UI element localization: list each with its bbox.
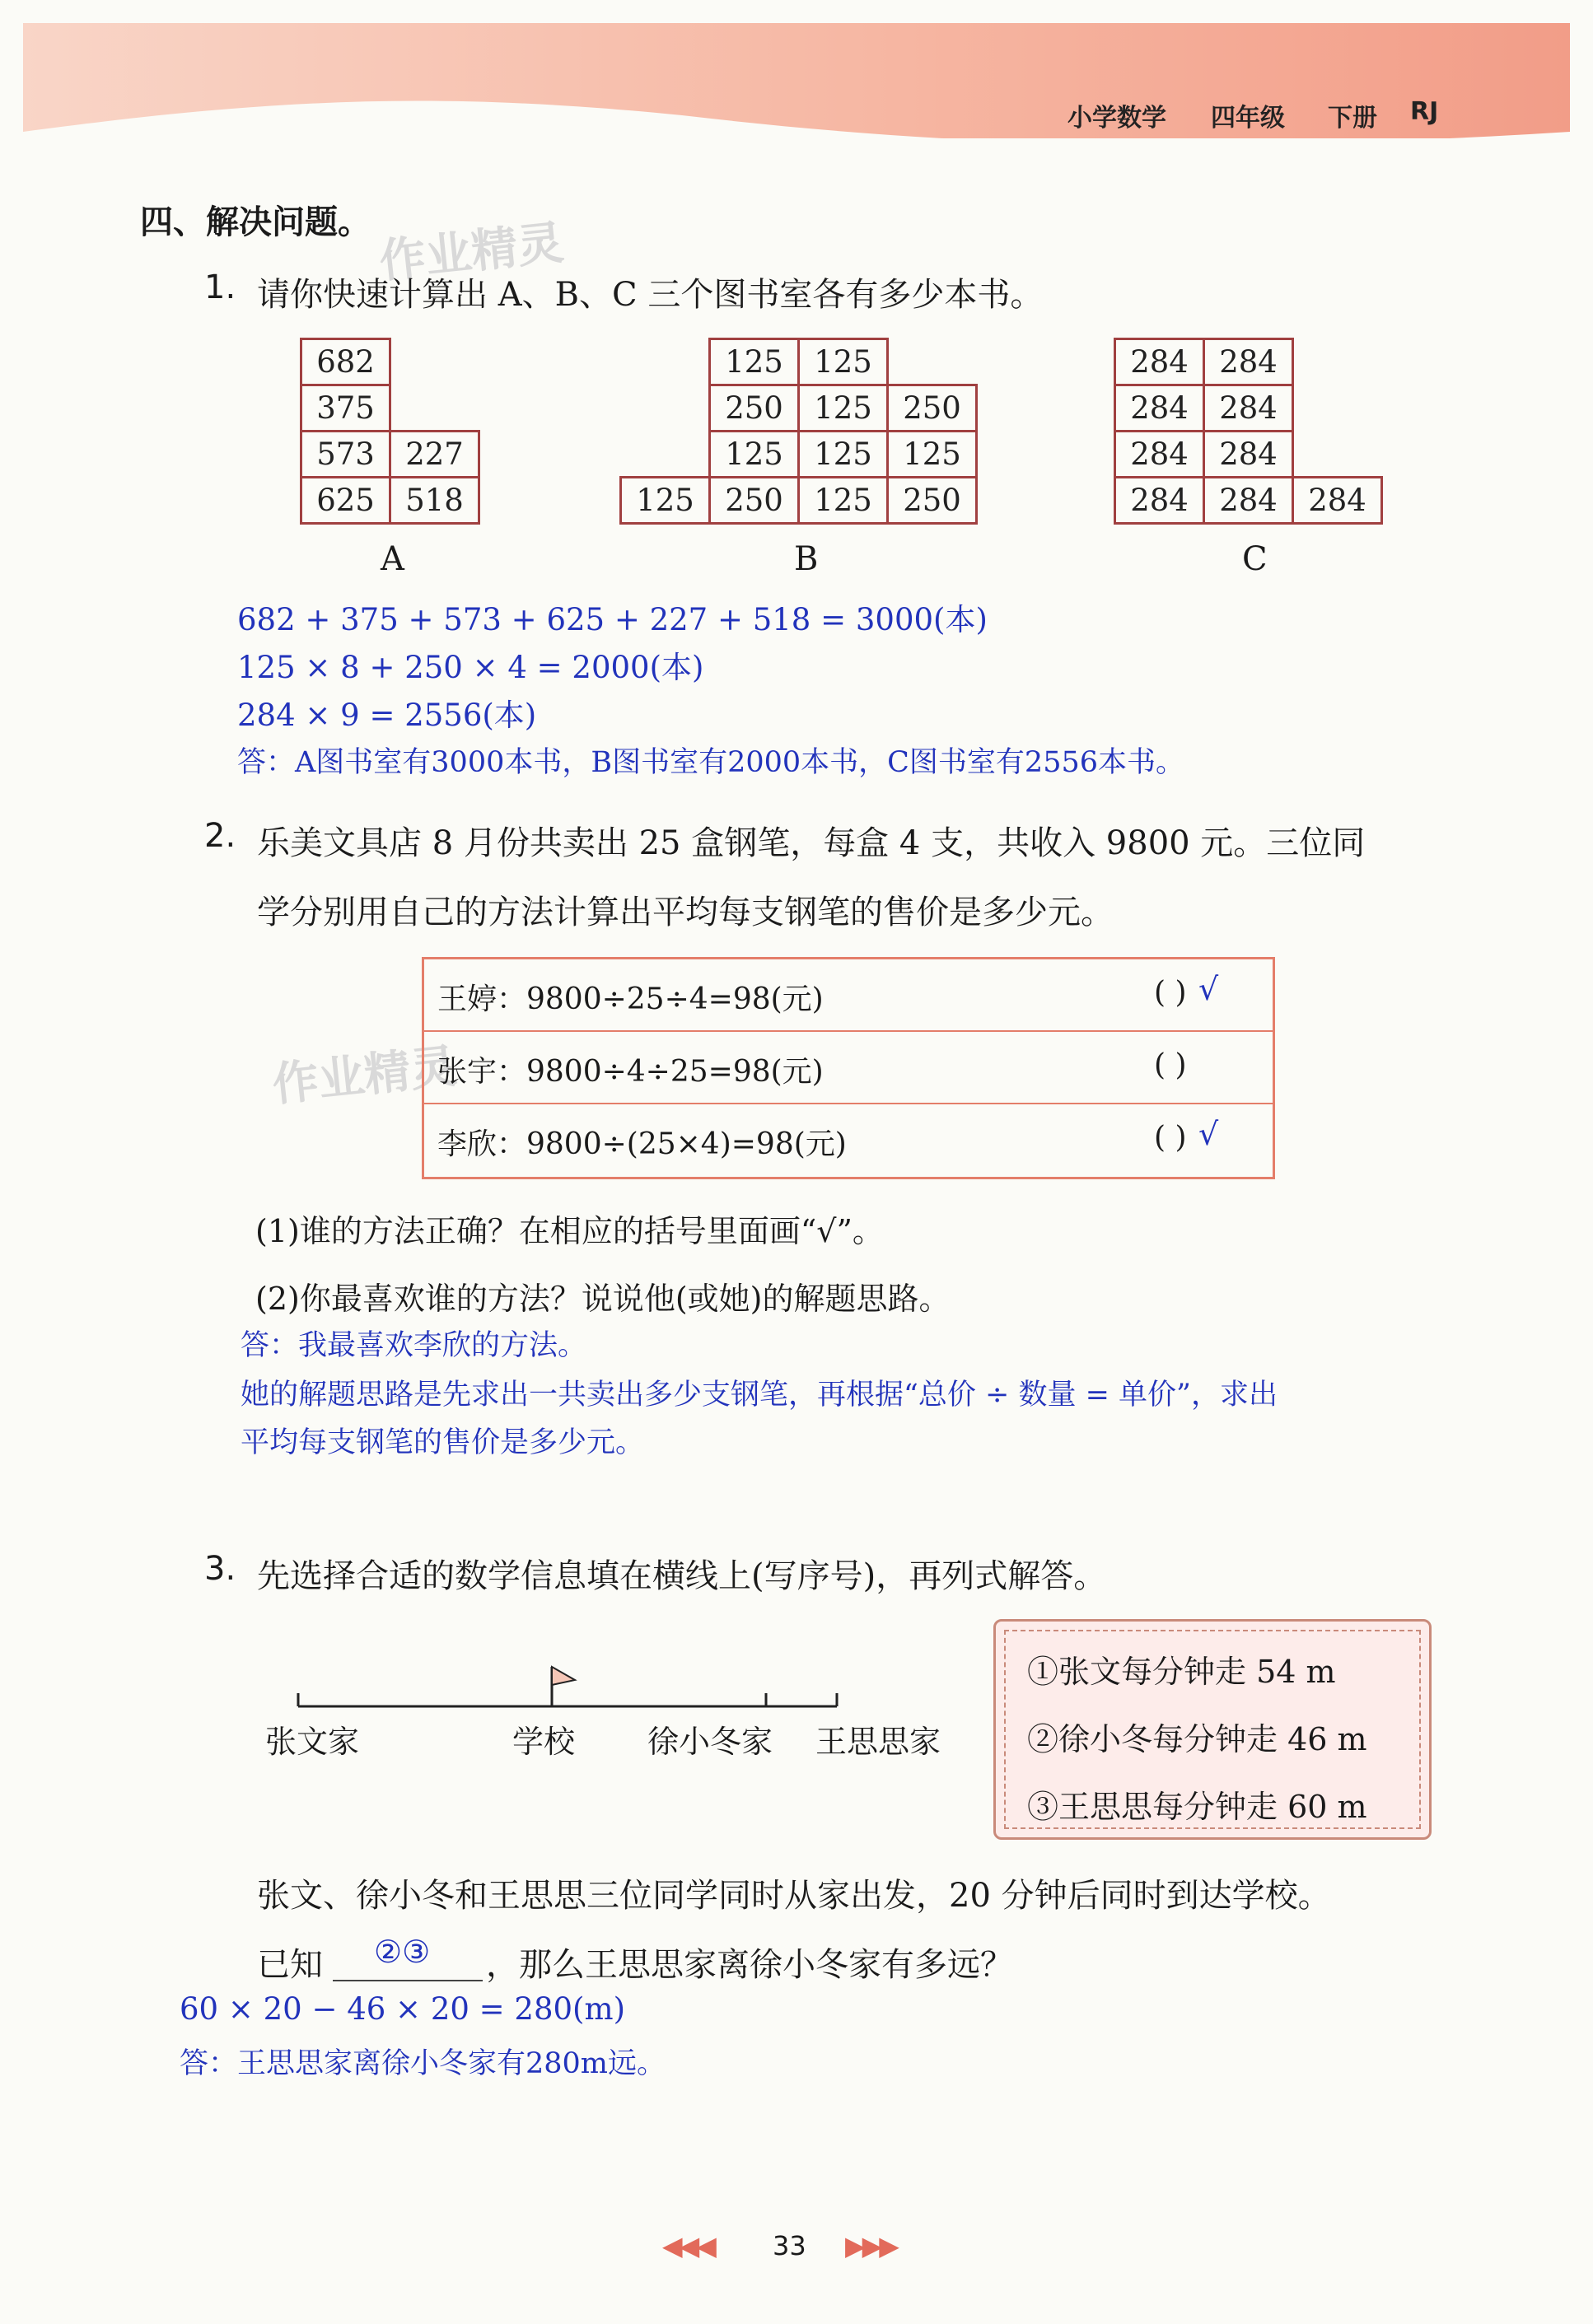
grid-row	[301, 478, 479, 524]
grid-row	[1115, 385, 1382, 432]
method-text: 张宇：9800÷4÷25=98(元)	[437, 1055, 824, 1089]
road-diagram	[280, 1655, 848, 1713]
q3-answer-final: 答：王思思家离徐小冬家有280m远。	[180, 2047, 666, 2080]
prev-page-arrows-icon[interactable]: ◀◀◀	[662, 2230, 713, 2261]
method-row-zhang	[424, 1032, 1273, 1103]
answer-paren[interactable]: ( )	[1154, 976, 1187, 1010]
q3-answer-blank[interactable]	[333, 1934, 483, 1981]
grid-row	[301, 385, 479, 432]
book-count-cell: 125	[799, 385, 888, 432]
q3-text: 先选择合适的数学信息填在横线上(写序号)，再列式解答。	[257, 1557, 1107, 1595]
empty-cell	[621, 339, 710, 385]
q1-number: 1.	[204, 268, 236, 306]
label-school: 学校	[512, 1724, 576, 1760]
book-count-cell: 284	[1204, 339, 1293, 385]
q1-answer-line: 682 + 375 + 573 + 625 + 227 + 518 = 3000(本)	[237, 602, 988, 637]
book-count-cell: 284	[1204, 432, 1293, 478]
grid-row	[621, 478, 977, 524]
book-count-cell: 284	[1115, 339, 1204, 385]
section-title: 四、解决问题。	[140, 203, 371, 241]
q3-number: 3.	[204, 1550, 236, 1588]
q3-known-suffix: ，那么王思思家离徐小冬家有多远？	[486, 1946, 1013, 1984]
next-page-arrows-icon[interactable]: ▶▶▶	[845, 2230, 896, 2261]
info-inner-border	[1004, 1630, 1421, 1829]
q2-sub1: (1)谁的方法正确？在相应的括号里面画“√”。	[255, 1213, 884, 1249]
q1-text: 请你快速计算出 A、B、C 三个图书室各有多少本书。	[257, 276, 1044, 314]
school-flag-icon	[552, 1667, 575, 1685]
watermark: 作业精灵	[376, 216, 567, 289]
book-count-cell: 682	[301, 339, 390, 385]
grid-row	[301, 339, 479, 385]
q2-answer-line: 她的解题思路是先求出一共卖出多少支钢笔，再根据“总价 ÷ 数量 = 单价”，求出	[241, 1379, 1278, 1412]
library-a-grid	[300, 338, 480, 525]
book-count-cell: 125	[799, 339, 888, 385]
book-count-cell: 625	[301, 478, 390, 524]
header-subject: 小学数学	[1067, 104, 1166, 133]
empty-cell	[1293, 432, 1382, 478]
methods-box	[422, 957, 1275, 1179]
book-count-cell: 284	[1204, 478, 1293, 524]
method-text: 李欣：9800÷(25×4)=98(元)	[437, 1127, 847, 1161]
book-count-cell: 125	[799, 432, 888, 478]
q2-sub2: (2)你最喜欢谁的方法？说说他(或她)的解题思路。	[255, 1281, 951, 1317]
header-edition: RJ	[1410, 97, 1439, 126]
book-count-cell: 227	[390, 432, 479, 478]
book-count-cell: 573	[301, 432, 390, 478]
empty-cell	[621, 432, 710, 478]
book-count-cell: 250	[710, 478, 799, 524]
library-c-grid	[1114, 338, 1383, 525]
label-xu-home: 徐小冬家	[647, 1724, 773, 1760]
label-zhangwen-home: 张文家	[265, 1724, 360, 1760]
q2-text-line2: 学分别用自己的方法计算出平均每支钢笔的售价是多少元。	[257, 894, 1114, 931]
q2-answer-line: 平均每支钢笔的售价是多少元。	[241, 1426, 645, 1459]
q3-blank-answer: ②③	[374, 1934, 431, 1970]
book-count-cell: 250	[710, 385, 799, 432]
empty-cell	[1293, 339, 1382, 385]
empty-cell	[888, 339, 977, 385]
book-count-cell: 284	[1204, 385, 1293, 432]
label-wang-home: 王思思家	[815, 1724, 941, 1760]
book-count-cell: 125	[710, 432, 799, 478]
info-box	[993, 1619, 1432, 1840]
q2-text-line1: 乐美文具店 8 月份共卖出 25 盒钢笔，每盒 4 支，共收入 9800 元。三位同	[257, 824, 1366, 862]
check-mark: √	[1198, 971, 1219, 1007]
grid-row	[1115, 339, 1382, 385]
book-count-cell: 125	[799, 478, 888, 524]
method-text: 王婷：9800÷25÷4=98(元)	[437, 982, 824, 1016]
grid-row	[621, 432, 977, 478]
empty-cell	[390, 339, 479, 385]
book-count-cell: 125	[621, 478, 710, 524]
info-item-2: ②徐小冬每分钟走 46 m	[1027, 1721, 1367, 1757]
q3-answer-line: 60 × 20 − 46 × 20 = 280(m)	[180, 1991, 625, 2027]
book-count-cell: 125	[888, 432, 977, 478]
book-count-cell: 284	[1293, 478, 1382, 524]
q2-answer-line: 答：我最喜欢李欣的方法。	[241, 1329, 587, 1362]
book-count-cell: 284	[1115, 478, 1204, 524]
q2-number: 2.	[204, 817, 236, 855]
library-b-label: B	[794, 540, 819, 578]
book-count-cell: 284	[1115, 385, 1204, 432]
header-grade: 四年级	[1211, 104, 1285, 133]
header-volume: 下册	[1328, 104, 1377, 133]
method-row-wang	[424, 959, 1273, 1030]
q1-answer-line: 125 × 8 + 250 × 4 = 2000(本)	[237, 650, 704, 685]
book-count-cell: 518	[390, 478, 479, 524]
book-count-cell: 125	[710, 339, 799, 385]
check-mark: √	[1198, 1116, 1219, 1152]
grid-row	[301, 432, 479, 478]
library-a-label: A	[381, 540, 404, 578]
watermark: 作业精灵	[269, 1039, 460, 1113]
q1-answer-final: 答：A图书室有3000本书，B图书室有2000本书，C图书室有2556本书。	[237, 746, 1184, 779]
book-count-cell: 250	[888, 478, 977, 524]
page-number: 33	[773, 2230, 806, 2261]
q3-known-prefix: 已知	[257, 1946, 323, 1984]
q3-description: 张文、徐小冬和王思思三位同学同时从家出发，20 分钟后同时到达学校。	[257, 1877, 1331, 1915]
empty-cell	[1293, 385, 1382, 432]
grid-row	[621, 385, 977, 432]
empty-cell	[621, 385, 710, 432]
grid-row	[1115, 432, 1382, 478]
info-item-1: ①张文每分钟走 54 m	[1027, 1654, 1336, 1690]
book-count-cell: 284	[1115, 432, 1204, 478]
library-b-grid	[619, 338, 978, 525]
method-row-li	[424, 1104, 1273, 1175]
info-item-3: ③王思思每分钟走 60 m	[1027, 1789, 1367, 1825]
q1-answer-line: 284 × 9 = 2556(本)	[237, 698, 537, 733]
grid-row	[621, 339, 977, 385]
book-count-cell: 375	[301, 385, 390, 432]
book-count-cell: 250	[888, 385, 977, 432]
empty-cell	[390, 385, 479, 432]
library-c-label: C	[1242, 540, 1268, 578]
grid-row	[1115, 478, 1382, 524]
answer-paren[interactable]: ( )	[1154, 1048, 1187, 1082]
answer-paren[interactable]: ( )	[1154, 1121, 1187, 1155]
